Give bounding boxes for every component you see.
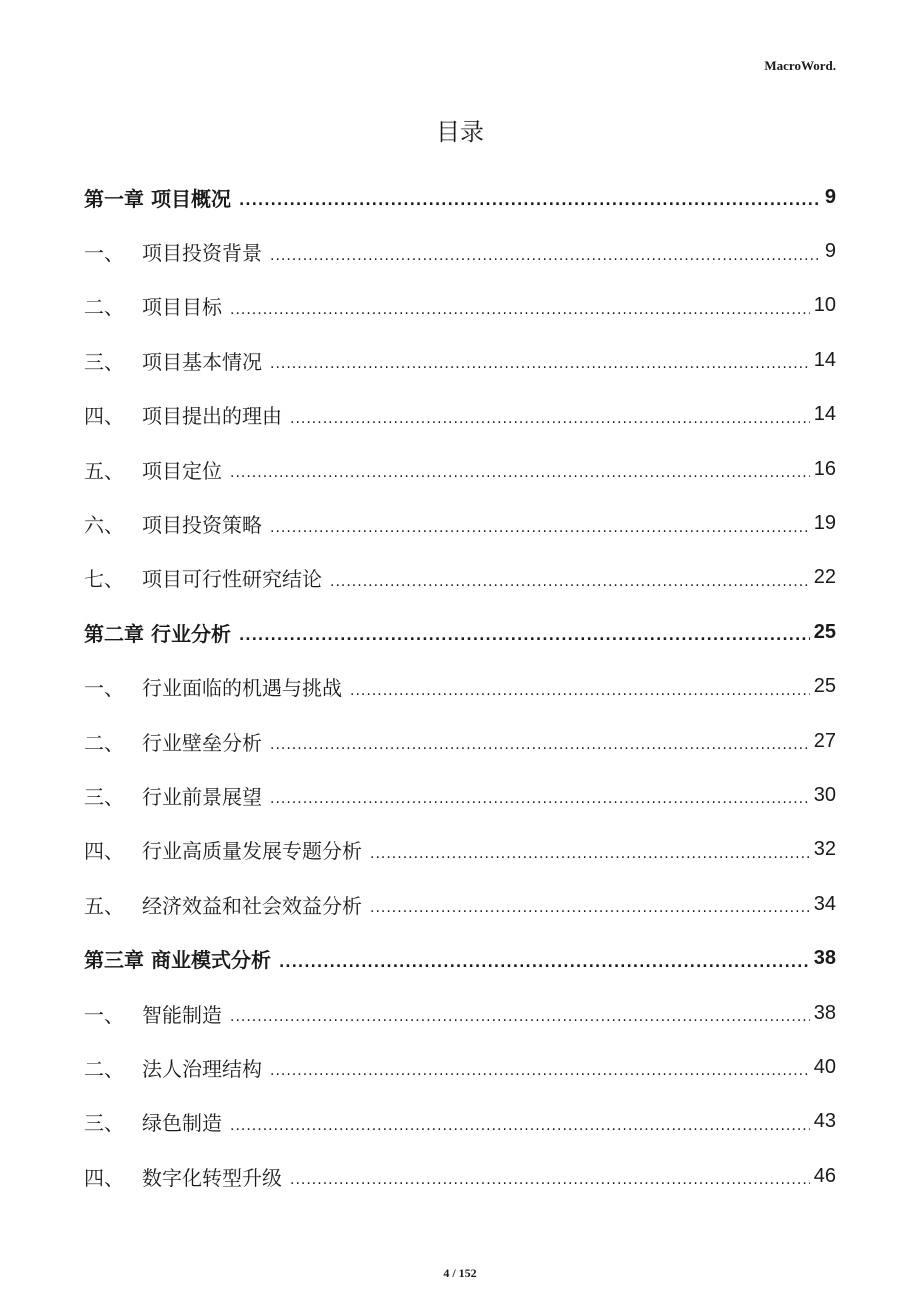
toc-entry-page-number: 14 (813, 403, 836, 426)
dot-leader (350, 683, 810, 699)
dot-leader (239, 193, 821, 209)
toc-entry-number: 三、 (84, 784, 124, 809)
toc-entry-number: 四、 (84, 839, 124, 864)
toc-section-entry[interactable] (84, 714, 836, 768)
toc-entry-label: 第一章 项目概况 (84, 186, 231, 211)
toc-entry-number: 五、 (84, 893, 124, 918)
toc-entry-number: 一、 (84, 1002, 124, 1027)
dot-leader (230, 302, 810, 318)
dot-leader (270, 356, 810, 372)
toc-entry-number: 二、 (84, 1056, 124, 1081)
toc-entry-page-number: 32 (813, 838, 836, 861)
toc-entry-page-number: 14 (813, 348, 836, 371)
toc-entry-page-number: 9 (824, 240, 836, 263)
toc-entry-label: 项目投资策略 (142, 513, 262, 538)
toc-entry-label: 项目提出的理由 (142, 404, 282, 429)
toc-chapter-entry[interactable] (84, 605, 836, 659)
dot-leader (230, 1009, 810, 1025)
toc-entry-label: 项目可行性研究结论 (142, 567, 322, 592)
toc-entry-number: 七、 (84, 567, 124, 592)
toc-section-entry[interactable] (84, 877, 836, 931)
toc-entry-page-number: 40 (813, 1055, 836, 1078)
toc-section-entry[interactable] (84, 442, 836, 496)
toc-section-entry[interactable] (84, 1095, 836, 1149)
toc-section-entry[interactable] (84, 823, 836, 877)
toc-entry-number: 二、 (84, 730, 124, 755)
page-indicator: 4 / 152 (443, 1266, 477, 1280)
toc-entry-label: 项目定位 (142, 458, 222, 483)
toc-entry-label: 第三章 商业模式分析 (84, 948, 271, 973)
toc-entry-label: 经济效益和社会效益分析 (142, 893, 362, 918)
toc-entry-page-number: 46 (813, 1164, 836, 1187)
toc-section-entry[interactable] (84, 224, 836, 278)
toc-section-entry[interactable] (84, 333, 836, 387)
page-title: 目录 (436, 118, 484, 146)
toc-entry-number: 二、 (84, 295, 124, 320)
toc-entry-label: 第二章 行业分析 (84, 621, 231, 646)
toc-entry-page-number: 38 (813, 1001, 836, 1024)
toc-section-entry[interactable] (84, 1149, 836, 1203)
toc-entry-page-number: 43 (813, 1110, 836, 1133)
toc-section-entry[interactable] (84, 388, 836, 442)
toc-section-entry[interactable] (84, 279, 836, 333)
toc-entry-label: 行业前景展望 (142, 784, 262, 809)
toc-entry-number: 一、 (84, 241, 124, 266)
toc-entry-label: 绿色制造 (142, 1111, 222, 1136)
dot-leader (239, 628, 810, 644)
toc-entry-number: 四、 (84, 404, 124, 429)
toc-section-entry[interactable] (84, 551, 836, 605)
toc-section-entry[interactable] (84, 1040, 836, 1094)
toc-entry-number: 四、 (84, 1165, 124, 1190)
toc-entry-label: 项目基本情况 (142, 349, 262, 374)
toc-entry-number: 三、 (84, 1111, 124, 1136)
dot-leader (370, 900, 810, 916)
table-of-contents (84, 170, 836, 1203)
dot-leader (230, 1118, 810, 1134)
toc-entry-label: 数字化转型升级 (142, 1165, 282, 1190)
toc-chapter-entry[interactable] (84, 170, 836, 224)
dot-leader (290, 411, 810, 427)
toc-entry-label: 行业面临的机遇与挑战 (142, 676, 342, 701)
toc-entry-number: 五、 (84, 458, 124, 483)
toc-section-entry[interactable] (84, 660, 836, 714)
dot-leader (270, 248, 821, 264)
dot-leader (270, 1063, 810, 1079)
toc-entry-page-number: 34 (813, 892, 836, 915)
toc-entry-page-number: 19 (813, 512, 836, 535)
dot-leader (270, 791, 810, 807)
dot-leader (230, 465, 810, 481)
toc-entry-page-number: 25 (813, 675, 836, 698)
dot-leader (270, 737, 810, 753)
toc-section-entry[interactable] (84, 496, 836, 550)
toc-entry-label: 项目目标 (142, 295, 222, 320)
dot-leader (290, 1172, 810, 1188)
toc-entry-label: 行业壁垒分析 (142, 730, 262, 755)
toc-chapter-entry[interactable] (84, 931, 836, 985)
toc-section-entry[interactable] (84, 768, 836, 822)
header-brand: MacroWord. (764, 58, 836, 73)
toc-entry-page-number: 22 (813, 566, 836, 589)
dot-leader (279, 955, 810, 971)
toc-entry-label: 法人治理结构 (142, 1056, 262, 1081)
toc-entry-label: 行业高质量发展专题分析 (142, 839, 362, 864)
dot-leader (370, 846, 810, 862)
toc-entry-label: 智能制造 (142, 1002, 222, 1027)
toc-entry-page-number: 16 (813, 457, 836, 480)
toc-entry-page-number: 30 (813, 783, 836, 806)
toc-entry-page-number: 10 (813, 294, 836, 317)
dot-leader (330, 574, 810, 590)
toc-entry-page-number: 25 (813, 620, 836, 643)
toc-entry-label: 项目投资背景 (142, 241, 262, 266)
toc-entry-number: 三、 (84, 349, 124, 374)
toc-entry-number: 六、 (84, 513, 124, 538)
toc-section-entry[interactable] (84, 986, 836, 1040)
toc-entry-number: 一、 (84, 676, 124, 701)
toc-entry-page-number: 38 (813, 947, 836, 970)
toc-entry-page-number: 27 (813, 729, 836, 752)
toc-entry-page-number: 9 (824, 185, 836, 208)
dot-leader (270, 520, 810, 536)
